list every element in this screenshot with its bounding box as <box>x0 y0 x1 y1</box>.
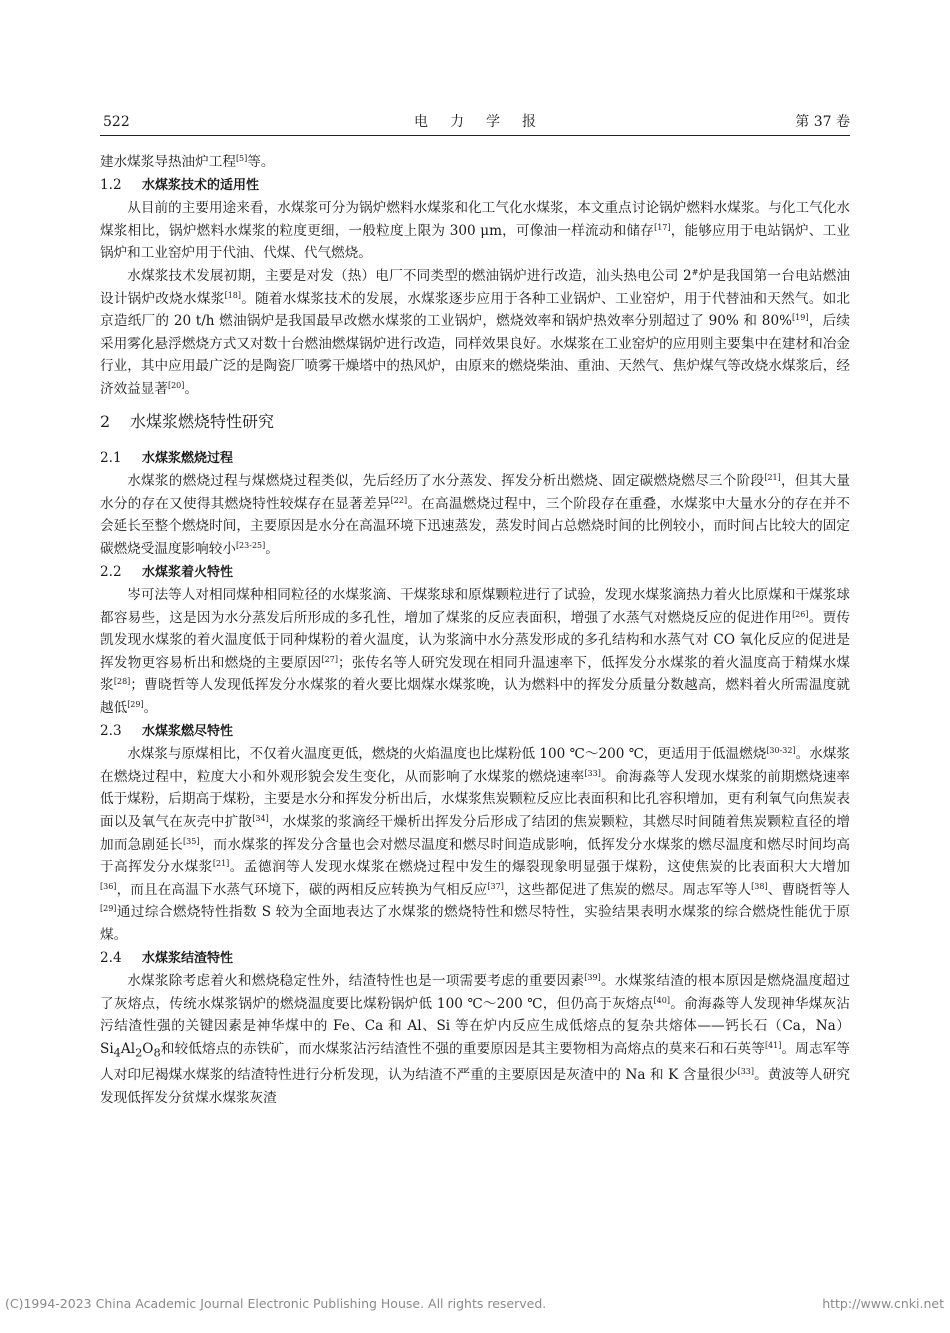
subscript: 4 <box>113 1045 121 1060</box>
citation: [19] <box>792 313 809 323</box>
section-heading-2-2 <box>100 561 850 585</box>
paragraph-slagging: 水煤浆除考虑着火和燃烧稳定性外，结渣特性也是一项需要考虑的重要因素[39]。水煤浆结渣的根本原因是燃烧温度超过了灰熔点，传统水煤浆锅炉的燃烧温度要比煤粉锅炉低 100 ℃～200 ℃，但仍高于灰熔点[40]。俞海淼等人发现神华煤灰沾污结渣性强的关键因素是神华煤中的 Fe、Ca 和 Al、Si 等在炉内反应生成低熔点的复杂共熔体——钙长石（Ca，$Na)Si_4Al_2O_8$和较低熔点的赤铁矿，而水煤浆沾污结渣性不强的重要原因是其主要物相为高熔点的莫来石和石英等[41]。周志军等人对印尼褐煤水煤浆的结渣特性进行分析发现，认为结渣不严重的主要原因是灰渣中的 Na 和 K 含量很少[33]。黄波等人研究发现低挥发分贫煤水煤浆灰渣 <box>100 973 851 1106</box>
section-title: 水煤浆燃烧过程 <box>142 450 234 466</box>
citation: [37] <box>487 881 504 891</box>
journal-name: 电力学报 <box>414 114 558 130</box>
page-number: 522 <box>103 114 130 130</box>
section-heading-2 <box>100 410 850 434</box>
paragraph-burnout: 水煤浆与原煤相比，不仅着火温度更低，燃烧的火焰温度也比煤粉低 100 ℃～200 ℃，更适用于低温燃烧[30-32]。水煤浆在燃烧过程中，粒度大小和外观形貌会发生变化，从而影响了水煤浆的燃烧速率[33]。俞海淼等人发现水煤浆的前期燃烧速率低于煤粉，后期高于煤粉，主要是水分和挥发分析出后，水煤浆焦炭颗粒反应比表面积和比孔容积增加，更有利氧气向焦炭表面以及氧气在灰壳中扩散[34]，水煤浆的浆滴经干燥析出挥发分后形成了结团的焦炭颗粒，其燃尽时间随着焦炭颗粒直径的增加而急剧延长[35]，而水煤浆的挥发分含量也会对燃尽温度和燃尽时间造成影响，低挥发分水煤浆的燃尽温度和燃尽时间均高于高挥发分水煤浆[21]。孟德润等人发现水煤浆在燃烧过程中发生的爆裂现象明显强于煤粉，这使焦炭的比表面积大大增加[36]，而且在高温下水蒸气环境下，碳的两相反应转换为气相反应[37]，这些都促进了焦炭的燃尽。周志军等人[38]、曹晓哲等人[29]通过综合燃烧特性指数 S 较为全面地表达了水煤浆的燃烧特性和燃尽特性，实验结果表明水煤浆的综合燃烧性能优于原煤。 <box>100 746 851 943</box>
citation: [17] <box>654 222 671 232</box>
section-title: 水煤浆技术的适用性 <box>142 177 260 193</box>
section-heading-2-1 <box>100 447 850 471</box>
section-heading-1-2 <box>100 174 850 198</box>
citation: [41] <box>764 1040 782 1050</box>
citation: [21] <box>764 473 781 483</box>
header-rule <box>100 135 850 136</box>
section-number: 2.2 <box>100 563 122 580</box>
citation: [38] <box>751 881 768 891</box>
section-title: 水煤浆结渣特性 <box>142 950 234 966</box>
paragraph-applicability: 从目前的主要用途来看，水煤浆可分为锅炉燃料水煤浆和化工气化水煤浆，本文重点讨论锅炉燃料水煤浆。与化工气化水煤浆相比，锅炉燃料水煤浆的粒度更细，一般粒度上限为 300 μm，可像油一样流动和储存[17]，能够应用于电站锅炉、工业锅炉和工业窑炉用于代油、代煤、代气燃烧。 <box>100 200 851 262</box>
cnki-url: http://www.cnki.net <box>822 1296 944 1311</box>
section-title: 水煤浆着火特性 <box>142 564 234 580</box>
citation: [36] <box>100 881 117 891</box>
citation: [34] <box>252 814 269 824</box>
citation: [23-25] <box>235 540 266 550</box>
citation: [20] <box>167 380 185 390</box>
section-number: 2 <box>100 411 111 431</box>
section-title: 水煤浆燃尽特性 <box>142 723 234 739</box>
citation: [21] <box>212 859 230 869</box>
citation: [5] <box>235 154 248 163</box>
citation: [22] <box>390 495 408 505</box>
paragraph-development: 水煤浆技术发展初期，主要是对发（热）电厂不同类型的燃油锅炉进行改造，汕头热电公司 2#炉是我国第一台电站燃油设计锅炉改烧水煤浆[18]。随着水煤浆技术的发展，水煤浆逐步应用于各种工业锅炉、工业窑炉，用于代替油和天然气。如北京造纸厂的 20 t/h 燃油锅炉是我国最早改燃水煤浆的工业锅炉，燃烧效率和锅炉热效率分别超过了 90% 和 80%[19]，后续采用雾化悬浮燃烧方式又对数十台燃油燃煤锅炉进行改造，同样效果良好。水煤浆在工业窑炉的应用则主要集中在建材和冶金行业，其中应用最广泛的是陶瓷厂喷雾干燥塔中的热风炉，由原来的燃烧柴油、重油、天然气、焦炉煤气等改烧水煤浆后，经济效益显著[20]。 <box>100 267 851 397</box>
superscript: # <box>691 267 699 277</box>
citation: [40] <box>653 995 670 1005</box>
citation: [28] <box>113 677 131 687</box>
citation: [27] <box>321 654 338 664</box>
citation: [29] <box>100 904 117 914</box>
citation: [18] <box>224 290 241 300</box>
running-header <box>100 112 850 132</box>
section-heading-2-4 <box>100 947 850 971</box>
volume-number: 第 37 卷 <box>795 114 850 130</box>
citation: [29] <box>127 700 144 710</box>
paragraph-ignition: 岑可法等人对相同煤种相同粒径的水煤浆滴、干煤浆球和原煤颗粒进行了试验，发现水煤浆滴热力着火比原煤和干煤浆球都容易些，这是因为水分蒸发后所形成的多孔性，增加了煤浆的反应表面积，增强了水蒸气对燃烧反应的促进作用[26]。贾传凯发现水煤浆的着火温度低于同种煤粉的着火温度，认为浆滴中水分蒸发形成的多孔结构和水蒸气对 CO 氧化反应的促进是挥发物更容易析出和燃烧的主要原因[27]；张传名等人研究发现在相同升温速率下，低挥发分水煤浆的着火温度高于精煤水煤浆[28]；曹晓哲等人发现低挥发分水煤浆的着火要比烟煤水煤浆晚，认为燃料中的挥发分质量分数越高，燃料着火所需温度就越低[29]。 <box>100 587 851 717</box>
citation: [33] <box>584 768 601 778</box>
copyright-footer <box>0 1296 950 1312</box>
subscript: 8 <box>153 1045 161 1060</box>
subscript: 2 <box>135 1045 143 1060</box>
citation: [39] <box>584 973 601 983</box>
article-body <box>100 151 850 1109</box>
section-heading-2-3 <box>100 720 850 744</box>
section-number: 1.2 <box>100 176 122 193</box>
section-number: 2.4 <box>100 949 122 966</box>
section-number: 2.3 <box>100 722 122 739</box>
paragraph-combustion-process: 水煤浆的燃烧过程与煤燃烧过程类似，先后经历了水分蒸发、挥发分析出燃烧、固定碳燃烧燃尽三个阶段[21]，但其大量水分的存在又使得其燃烧特性较煤存在显著差异[22]。在高温燃烧过程中，三个阶段存在重叠，水煤浆中大量水分的存在并不会延长至整个燃烧时间，主要原因是水分在高温环境下迅速蒸发，蒸发时间占总燃烧时间的比例较小，而时间占比较大的固定碳燃烧受温度影响较小[23-25]。 <box>100 473 851 557</box>
section-title: 水煤浆燃烧特性研究 <box>130 411 275 431</box>
citation: [35] <box>183 836 200 846</box>
citation: [30-32] <box>766 746 796 756</box>
paragraph-continuation: 建水煤浆导热油炉工程[5]等。 <box>100 154 275 170</box>
citation: [26] <box>792 609 809 619</box>
copyright-text: (C)1994-2023 China Academic Journal Electronic Publishing House. All rights reserved. <box>5 1296 547 1311</box>
section-number: 2.1 <box>100 449 122 466</box>
citation: [33] <box>737 1067 755 1077</box>
